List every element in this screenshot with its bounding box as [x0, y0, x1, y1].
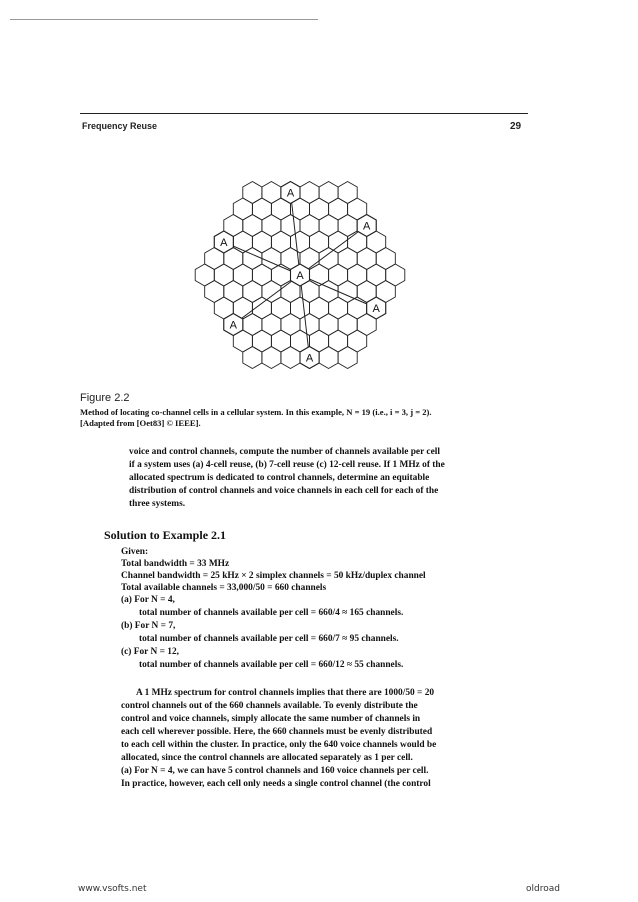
hex-cell [271, 297, 290, 319]
paragraph-line: to each cell within the cluster. In practice, only the 640 voice channels would be [121, 740, 437, 750]
figure-label: Figure 2.2 [80, 392, 130, 404]
paragraph-line: control channels out of the 660 channels available. To evenly distribute the [121, 701, 418, 711]
hex-cell [281, 215, 300, 237]
problem-line: voice and control channels, compute the number of channels available per cell [129, 447, 440, 457]
hex-cell [262, 215, 281, 237]
solution-line: (a) For N = 4, [121, 595, 175, 605]
hex-cell [338, 347, 357, 369]
co-channel-path [300, 226, 367, 276]
hex-cell [338, 215, 357, 237]
hex-cell [262, 248, 281, 270]
co-channel-cell-label: A [372, 303, 380, 315]
co-channel-path [291, 193, 301, 276]
co-channel-cell-label: A [305, 352, 314, 365]
hex-cell [243, 347, 262, 369]
footer-right-text: oldroad [526, 884, 560, 894]
hex-cell [338, 248, 357, 270]
hex-cell [271, 264, 290, 286]
hex-cell [262, 347, 281, 369]
co-channel-labels [214, 182, 385, 369]
hex-cell [271, 330, 290, 352]
hex-cell [291, 231, 310, 253]
co-channel-path [300, 275, 310, 358]
co-channel-cell-label: A [229, 319, 237, 332]
solution-line: total number of channels available per cell = 660/4 ≈ 165 channels. [139, 608, 404, 618]
hex-cell [291, 297, 310, 319]
hex-cell [338, 314, 357, 336]
solution-line: (c) For N = 12, [121, 647, 180, 657]
hex-cell [233, 264, 252, 286]
co-channel-path [233, 275, 300, 325]
hex-cell [195, 264, 214, 286]
co-channel-path [300, 275, 376, 308]
problem-line: three systems. [129, 499, 186, 509]
hex-cell [357, 248, 376, 270]
solution-line: Channel bandwidth = 25 kHz × 2 simplex channels = 50 kHz/duplex channel [121, 571, 426, 581]
hex-cell [252, 231, 271, 253]
hex-cell [338, 182, 357, 204]
hex-cell [300, 182, 319, 204]
hex-cell [348, 264, 367, 286]
hex-cell [243, 281, 262, 303]
paragraph-line: each cell wherever possible. Here, the 660 channels must be evenly distributed [121, 727, 433, 737]
solution-line: (b) For N = 7, [121, 621, 176, 631]
co-channel-cell-label: A [220, 237, 228, 249]
solution-heading: Solution to Example 2.1 [104, 528, 227, 542]
hex-cell [271, 231, 290, 253]
figure-caption-line: Method of locating co-channel cells in a cellular system. In this example, N = 19 (i.e., i = 3, j = 2). [80, 407, 432, 417]
hex-cell [214, 264, 233, 286]
hex-cell [233, 231, 252, 253]
problem-line: if a system uses (a) 4-cell reuse, (b) 7-cell reuse (c) 12-cell reuse. If 1 MHz of the [129, 460, 445, 470]
hex-cell [319, 281, 338, 303]
hex-cell [243, 182, 262, 204]
solution-line: total number of channels available per cell = 660/7 ≈ 95 channels. [139, 634, 399, 644]
co-channel-cell-label: A [363, 220, 371, 233]
hex-cell [262, 182, 281, 204]
hexagon-cell-diagram [175, 172, 425, 372]
hex-cell [300, 314, 319, 336]
hex-cell [319, 182, 338, 204]
co-channel-cell-label: A [286, 187, 295, 200]
hex-cell [281, 314, 300, 336]
hex-cell [281, 347, 300, 369]
hex-cell [252, 198, 271, 220]
page-number: 29 [510, 121, 522, 132]
hex-cell [319, 347, 338, 369]
hex-cell [233, 198, 252, 220]
hex-cell [310, 198, 329, 220]
hex-cell [338, 281, 357, 303]
hex-cell [329, 297, 348, 319]
top-rule [10, 19, 318, 20]
hex-cell [310, 264, 329, 286]
hex-cell [319, 314, 338, 336]
hex-cell [243, 215, 262, 237]
paragraph-line: control and voice channels, simply allocate the same number of channels in [121, 714, 421, 724]
hex-cell [310, 231, 329, 253]
hex-cell [319, 215, 338, 237]
hex-cell [252, 264, 271, 286]
paragraph-line: allocated, since the control channels are allocated separately as 1 per cell. [121, 753, 413, 763]
figure-caption-line: [Adapted from [Oet83] © IEEE]. [80, 418, 201, 428]
co-channel-cell-label: A [296, 270, 304, 282]
hex-cell [252, 330, 271, 352]
solution-line: Total available channels = 33,000/50 = 660 channels [121, 583, 327, 593]
hex-cell [348, 330, 367, 352]
running-header-title: Frequency Reuse [82, 121, 158, 131]
hex-cell [300, 215, 319, 237]
hex-cell [386, 264, 405, 286]
solution-line: Given: [121, 547, 149, 557]
paragraph-line: A 1 MHz spectrum for control channels implies that there are 1000/50 = 20 [136, 688, 435, 698]
hex-cell [329, 330, 348, 352]
solution-line: Total bandwidth = 33 MHz [121, 559, 230, 569]
hex-cell [243, 248, 262, 270]
hex-cell [348, 297, 367, 319]
hex-cell [367, 264, 386, 286]
hex-cell [376, 248, 395, 270]
problem-line: allocated spectrum is dedicated to control channels, determine an equitable [129, 473, 430, 483]
footer-left-text: www.vsofts.net [78, 884, 147, 894]
hex-cell [205, 281, 224, 303]
solution-line: total number of channels available per cell = 660/12 ≈ 55 channels. [139, 660, 404, 670]
co-channel-path [224, 242, 300, 275]
problem-line: distribution of control channels and voice channels in each cell for each of the [129, 486, 439, 496]
hex-cell [262, 314, 281, 336]
header-rule [80, 113, 528, 114]
hex-cell [329, 198, 348, 220]
hex-cell [243, 314, 262, 336]
paragraph-line: (a) For N = 4, we can have 5 control channels and 160 voice channels per cell. [121, 766, 429, 776]
paragraph-line: In practice, however, each cell only needs a single control channel (the control [121, 779, 431, 789]
hex-cell [310, 297, 329, 319]
hex-cell [329, 264, 348, 286]
hex-cell [224, 281, 243, 303]
